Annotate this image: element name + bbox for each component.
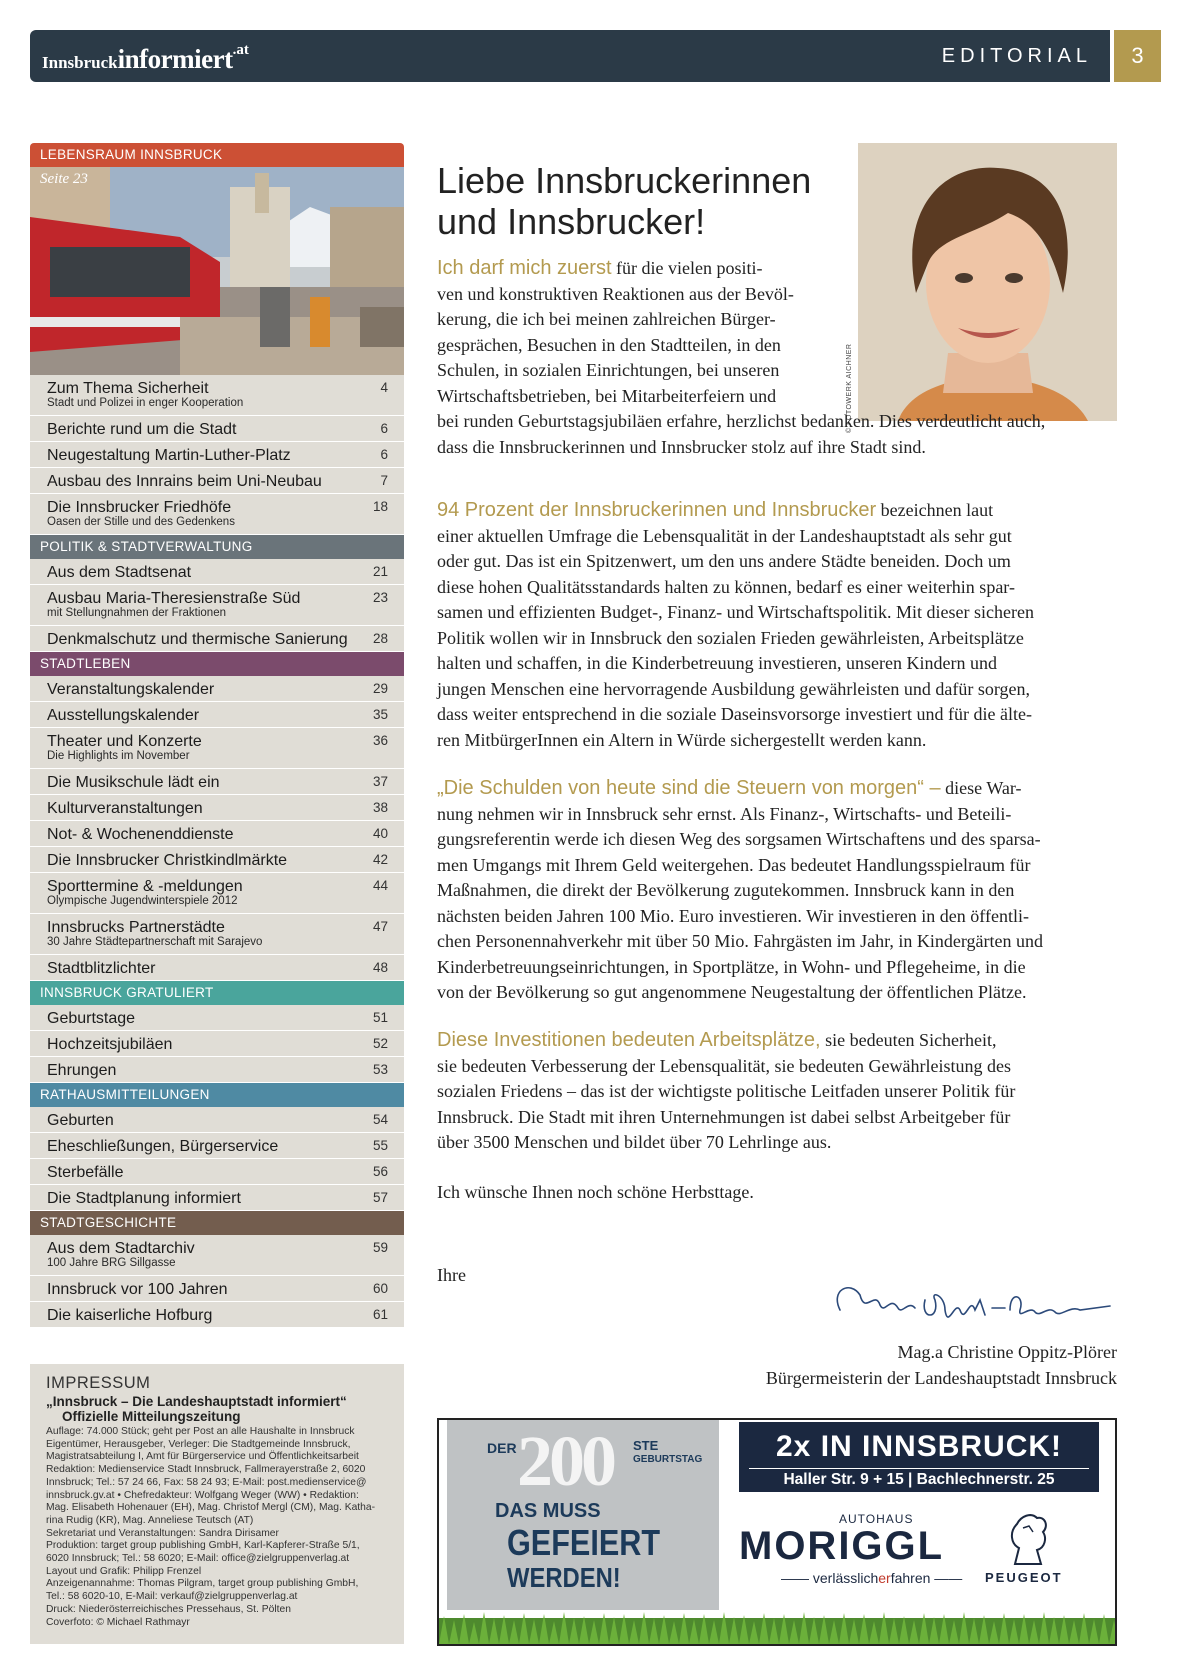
toc-item-page: 21 [372, 564, 388, 579]
ad-number: 200 [517, 1421, 613, 1501]
toc-item-page: 6 [380, 447, 388, 462]
toc-item-subtitle: Olympische Jugendwinterspiele 2012 [47, 895, 238, 907]
impressum-line: Eigentümer, Herausgeber, Verleger: Die Stadtgemeinde Innsbruck, [46, 1438, 351, 1450]
toc-item-subtitle: 30 Jahre Städtepartnerschaft mit Sarajevo [47, 936, 263, 948]
toc-item-page: 6 [380, 421, 388, 436]
lead-in: 94 Prozent der Innsbruckerinnen und Innsbrucker [437, 499, 877, 521]
text-line: halten und schaffen, in die Kinderbetreuung investieren, unseren Kindern und [437, 653, 997, 673]
text-line: jungen Menschen eine hervorragende Ausbildung gewährleisten und dafür sorgen, [437, 678, 1030, 699]
toc-item-page: 37 [372, 774, 388, 789]
toc-item-title: Denkmalschutz und thermische Sanierung [47, 631, 348, 648]
toc-item-subtitle: Die Highlights im November [47, 750, 190, 762]
toc-item-title: Sporttermine & -meldungen [47, 878, 243, 895]
ad-address: Haller Str. 9 + 15 | Bachlechnerstr. 25 [749, 1468, 1089, 1489]
toc-item-title: Not- & Wochenenddienste [47, 826, 234, 843]
text-line: ven und konstruktiven Reaktionen aus der Bevöl- [437, 283, 794, 304]
ad-brand: MORIGGL [739, 1524, 945, 1568]
impressum-line: Mag. Elisabeth Hohenauer (EH), Mag. Christof Mergl (CM), Mag. Katha- [46, 1502, 376, 1514]
toc-item[interactable] [30, 847, 404, 873]
toc-item-page: 18 [372, 499, 388, 514]
toc-section-gratuliert: INNSBRUCK GRATULIERT [30, 981, 404, 1005]
impressum-line: Anzeigenannahme: Thomas Pilgram, target group publishing GmbH, [46, 1578, 359, 1590]
toc-item-page: 44 [372, 878, 388, 893]
brand-sup: .at [232, 42, 249, 58]
brand-logo [42, 44, 249, 75]
toc-item[interactable] [30, 626, 404, 652]
text-line: einer aktuellen Umfrage die Lebensqualität in der Landeshauptstadt als sehr gut [437, 525, 1012, 546]
text-line: gesprächen, Besuchen in den Stadtteilen, in den [437, 334, 781, 355]
toc-item-title: Ausbau Maria-Theresienstraße Süd [47, 590, 301, 607]
text-line: über 3500 Menschen und bildet über 70 Lehrlinge aus. [437, 1132, 832, 1152]
tagline-part: er [878, 1570, 891, 1586]
impressum-line: Auflage: 74.000 Stück; geht per Post an alle Haushalte in Innsbruck [46, 1426, 355, 1437]
lead-in: Ich darf mich zuerst [437, 257, 612, 279]
section-title: EDITORIAL [941, 45, 1092, 67]
toc-item-subtitle: mit Stellungnahmen der Fraktionen [47, 607, 226, 619]
toc-item-title: Die Innsbrucker Christkindlmärkte [47, 852, 288, 869]
toc-item-subtitle: 100 Jahre BRG Sillgasse [47, 1257, 176, 1269]
text-line: bei runden Geburtstagsjubiläen erfahre, herzlichst bedanken. Dies verdeutlicht auch, [437, 411, 1046, 431]
toc-item[interactable] [30, 1185, 404, 1211]
impressum-line: 6020 Innsbruck; Tel.: 58 6020; E-Mail: office@zielgruppenverlag.at [46, 1553, 350, 1565]
signature-role: Bürgermeisterin der Landeshauptstadt Innsbruck [765, 1368, 1117, 1388]
toc-item[interactable] [30, 1302, 404, 1328]
toc-item[interactable] [30, 1107, 404, 1133]
text-line: dass die Innsbruckerinnen und Innsbrucker stolz auf ihre Stadt sind. [437, 436, 926, 457]
ad-der: DER [487, 1440, 517, 1456]
text-line [437, 498, 1034, 524]
handwritten-signature [820, 1270, 1120, 1330]
toc-item-title: Innsbrucks Partnerstädte [47, 919, 225, 936]
toc-item-page: 48 [372, 960, 388, 975]
toc-item[interactable] [30, 1276, 404, 1302]
toc-item-page: 53 [372, 1062, 388, 1077]
impressum-line: Druck: Niederösterreichisches Pressehaus, St. Pölten [46, 1603, 291, 1615]
text-line: samen und effizienten Budget-, Finanz- und Wirtschaftspolitik. Mit dieser sicheren [437, 602, 1034, 622]
toc-item-page: 60 [372, 1281, 388, 1296]
brand-small: Innsbruck [42, 53, 118, 72]
toc-item[interactable] [30, 702, 404, 728]
text-line: Innsbruck. Die Stadt mit ihren Unternehmungen ist dabei selbst Arbeitgeber für [437, 1106, 1011, 1127]
toc-item[interactable] [30, 442, 404, 468]
toc-item-title: Kulturveranstaltungen [47, 800, 203, 817]
toc-section-geschichte: STADTGESCHICHTE [30, 1211, 404, 1235]
toc-item[interactable] [30, 728, 404, 769]
toc-item[interactable] [30, 1133, 404, 1159]
toc-item-title: Stadtblitzlichter [47, 960, 156, 977]
toc-item[interactable] [30, 955, 404, 981]
toc-item-page: 42 [372, 852, 388, 867]
toc-item-page: 23 [372, 590, 388, 605]
toc-section-stadtleben: STADTLEBEN [30, 652, 404, 676]
lead-in: Diese Investitionen bedeuten Arbeitsplätze, [437, 1029, 821, 1051]
toc-item[interactable] [30, 416, 404, 442]
text-line: von der Bevölkerung so gut angenommene Neugestaltung der öffentlichen Plätze. [437, 982, 1027, 1002]
toc-item-page: 29 [372, 681, 388, 696]
text-line: dass weiter entsprechend in die soziale Daseinsvorsorge investiert und für die älte- [437, 704, 1032, 724]
toc-item-title: Sterbefälle [47, 1164, 124, 1181]
toc-item[interactable] [30, 1159, 404, 1185]
page-number: 3 [1114, 30, 1161, 82]
toc-item-title: Geburten [47, 1112, 114, 1129]
text-line: sie bedeuten Verbesserung der Lebensqualität, sie bedeuten Gewährleistung des [437, 1055, 1011, 1076]
headline-line: und Innsbrucker! [437, 201, 706, 242]
paragraph-1 [437, 256, 1045, 460]
impressum-line: Innsbruck; Tel.: 57 24 66, Fax: 58 24 93; E-Mail: post.medienservice@ [46, 1476, 367, 1488]
impressum-subtitle: „Innsbruck – Die Landeshauptstadt informiert“ [46, 1394, 347, 1409]
toc-item-page: 40 [372, 826, 388, 841]
toc-item-page: 57 [372, 1190, 388, 1205]
closing-line [437, 1180, 754, 1206]
impressum-subtitle: Offizielle Mitteilungszeitung [62, 1409, 241, 1424]
toc-item[interactable] [30, 468, 404, 494]
text-line: diese hohen Qualitätsstandards halten zu können, bedarf es einer weiterhin spar- [437, 576, 1015, 597]
toc-item-title: Die Musikschule lädt ein [47, 774, 220, 791]
toc-item-page: 55 [372, 1138, 388, 1153]
toc-item-title: Neugestaltung Martin-Luther-Platz [47, 447, 291, 464]
text-fragment: diese War- [945, 778, 1022, 798]
table-of-contents [30, 143, 404, 1328]
grass-strip [439, 1608, 1117, 1644]
toc-item-page: 47 [372, 919, 388, 934]
toc-item[interactable] [30, 1031, 404, 1057]
text-line [437, 256, 1045, 282]
ad-tagline: —— verlässlicherfahren —— [781, 1570, 963, 1586]
text-line: Schulen, in sozialen Einrichtungen, bei unseren [437, 360, 780, 380]
ad-gefeiert: GEFEIERT [507, 1522, 661, 1563]
toc-section-lebensraum: LEBENSRAUM INNSBRUCK [30, 143, 404, 167]
toc-item-page: 7 [380, 473, 388, 488]
text-fragment: bezeichnen laut [880, 500, 994, 520]
impressum-line: Produktion: target group publishing GmbH, Karl-Kapferer-Straße 5/1, [46, 1540, 360, 1552]
tagline-part: fahren [890, 1570, 931, 1586]
toc-item-page: 38 [372, 800, 388, 815]
headline-line: Liebe Innsbruckerinnen [437, 160, 812, 201]
text-line: nächsten beiden Jahren 100 Mio. Euro investieren. Wir investieren in den öffentli- [437, 905, 1029, 926]
signature-name: Mag.a Christine Oppitz-Plörer [897, 1342, 1117, 1362]
impressum-line: Coverfoto: © Michael Rathmayr [46, 1616, 190, 1628]
toc-item[interactable] [30, 676, 404, 702]
text-line: Maßnahmen, die direkt der Bevölkerung zugutekommen. Innsbruck kann in den [437, 880, 1015, 900]
portrait-credit: © FOTOWERK AICHNER [846, 343, 853, 433]
toc-item-title: Die Innsbrucker Friedhöfe [47, 499, 232, 516]
text-fragment: sie bedeuten Sicherheit, [825, 1030, 997, 1050]
ad-das-muss: DAS MUSS [495, 1500, 601, 1522]
ad-anniversary-panel [447, 1420, 719, 1610]
ad-ste: STE [633, 1438, 659, 1453]
impressum-title: IMPRESSUM [46, 1374, 151, 1392]
impressum-line: rina Rudig (KR), Mag. Anneliese Teutsch (AT) [46, 1514, 254, 1526]
text-line: Ich wünsche Ihnen noch schöne Herbsttage. [437, 1182, 754, 1202]
toc-item-page: 28 [372, 631, 388, 646]
toc-item-page: 59 [372, 1240, 388, 1255]
text-line: men Umgangs mit Ihrem Geld weitergehen. Das bedeutet Handlungsspielraum für [437, 854, 1031, 875]
text-line: Politik wollen wir in Innsbruck den sozialen Frieden gewährleisten, Arbeitsplätze [437, 627, 1024, 648]
tram-street-photo [30, 167, 404, 375]
toc-item-subtitle: Stadt und Polizei in enger Kooperation [47, 397, 244, 409]
text-line: kerung, die ich bei meinen zahlreichen Bürger- [437, 309, 776, 329]
text-line: ren MitbürgerInnen ein Altern in Würde sichergestellt werden kann. [437, 729, 927, 750]
toc-item-page: 61 [372, 1307, 388, 1322]
text-line: chen Personennahverkehr mit über 50 Mio. Fahrgästen im Jahr, in Kindergärten und [437, 931, 1043, 951]
toc-item-page: 52 [372, 1036, 388, 1051]
toc-item[interactable] [30, 375, 404, 416]
toc-item-title: Berichte rund um die Stadt [47, 421, 237, 438]
impressum-box [30, 1364, 404, 1644]
toc-item-title: Aus dem Stadtsenat [47, 564, 192, 581]
toc-item-page: 54 [372, 1112, 388, 1127]
text-line: Wirtschaftsbetrieben, bei Mitarbeiterfeiern und [437, 385, 777, 406]
toc-item[interactable] [30, 1235, 404, 1276]
toc-item[interactable] [30, 795, 404, 821]
impressum-line: innsbruck.gv.at • Chefredakteur: Wolfgang Weger (WW) • Redaktion: [46, 1489, 359, 1501]
toc-item-title: Innsbruck vor 100 Jahren [47, 1281, 228, 1298]
paragraph-2 [437, 498, 1034, 753]
impressum-line: Redaktion: Medienservice Stadt Innsbruck, Fallmerayerstraße 2, 6020 [46, 1464, 366, 1476]
text-line [437, 1028, 1015, 1054]
toc-item-title: Ausbau des Innrains beim Uni-Neubau [47, 473, 322, 490]
paragraph-3 [437, 776, 1043, 1006]
toc-item-title: Ausstellungskalender [47, 707, 200, 724]
text-fragment: für die vielen positi- [616, 258, 763, 278]
toc-item-title: Aus dem Stadtarchiv [47, 1240, 195, 1257]
peugeot-lion-icon [1001, 1508, 1055, 1568]
toc-item-title: Theater und Konzerte [47, 733, 202, 750]
toc-section-politik: POLITIK & STADTVERWALTUNG [30, 535, 404, 559]
text-line [437, 776, 1043, 802]
toc-item-page: 4 [380, 380, 388, 395]
text-line: gungsreferentin werde ich diesen Weg des sorgsamen Wirtschaftens und des sparsa- [437, 829, 1041, 849]
text-line: Kinderbetreuungseinrichtungen, in Sportplätze, in Wohn- und Pflegeheime, in die [437, 956, 1026, 977]
brand-big: informiert [117, 44, 233, 74]
text-line: oder gut. Das ist ein Spitzenwert, um den uns andere Städte beneiden. Doch um [437, 551, 1011, 571]
toc-item[interactable] [30, 873, 404, 914]
toc-item[interactable] [30, 585, 404, 626]
photo-caption: Seite 23 [40, 171, 88, 187]
toc-item-page: 35 [372, 707, 388, 722]
toc-item-subtitle: Oasen der Stille und des Gedenkens [47, 516, 235, 528]
toc-item-title: Die Stadtplanung informiert [47, 1190, 241, 1207]
page-header [30, 30, 1110, 82]
toc-item-title: Geburtstage [47, 1010, 136, 1027]
ad-werden: WERDEN! [507, 1562, 621, 1593]
advertisement-moriggl[interactable] [437, 1418, 1117, 1646]
ad-geburtstag: GEBURTSTAG [633, 1454, 703, 1465]
cover-photo [30, 167, 404, 375]
toc-item-title: Die kaiserliche Hofburg [47, 1307, 213, 1324]
toc-item-title: Eheschließungen, Bürgerservice [47, 1138, 279, 1155]
toc-item-page: 36 [372, 733, 388, 748]
toc-item-page: 56 [372, 1164, 388, 1179]
impressum-line: Layout und Grafik: Philipp Frenzel [46, 1565, 202, 1577]
salutation: Ihre [437, 1265, 466, 1285]
text-line: nung nehmen wir in Innsbruck sehr ernst. Als Finanz-, Wirtschafts- und Beteili- [437, 803, 1012, 824]
text-line: sozialen Friedens – das ist der wichtigste politische Leitfaden unserer Politik für [437, 1081, 1016, 1101]
impressum-line: Sekretariat und Veranstaltungen: Sandra Dirisamer [46, 1527, 279, 1539]
ad-headline: 2x IN INNSBRUCK! [775, 1430, 1063, 1463]
toc-item-title: Zum Thema Sicherheit [47, 380, 209, 397]
toc-item[interactable] [30, 769, 404, 795]
lead-in: „Die Schulden von heute sind die Steuern von morgen“ – [437, 777, 941, 799]
toc-item-title: Ehrungen [47, 1062, 117, 1079]
toc-item[interactable] [30, 494, 404, 535]
toc-item[interactable] [30, 821, 404, 847]
editorial-headline [437, 160, 811, 242]
toc-item-page: 51 [372, 1010, 388, 1025]
impressum-line: Magistratsabteilung I, Amt für Bürgerservice und Öffentlichkeitsarbeit [46, 1451, 359, 1463]
paragraph-4 [437, 1028, 1015, 1156]
toc-item[interactable] [30, 1057, 404, 1083]
tagline-part: verlässlich [812, 1570, 879, 1586]
toc-item[interactable] [30, 559, 404, 585]
toc-item-title: Hochzeitsjubiläen [47, 1036, 173, 1053]
toc-section-rathaus: RATHAUSMITTEILUNGEN [30, 1083, 404, 1107]
ad-peugeot: PEUGEOT [985, 1570, 1063, 1585]
toc-item-title: Veranstaltungskalender [47, 681, 215, 698]
ad-autohaus: AUTOHAUS [839, 1512, 914, 1526]
toc-item[interactable] [30, 1005, 404, 1031]
impressum-line: Tel.: 58 6020-10, E-Mail: verkauf@zielgruppenverlag.at [46, 1591, 298, 1603]
toc-item[interactable] [30, 914, 404, 955]
ad-headline-box [739, 1422, 1099, 1492]
